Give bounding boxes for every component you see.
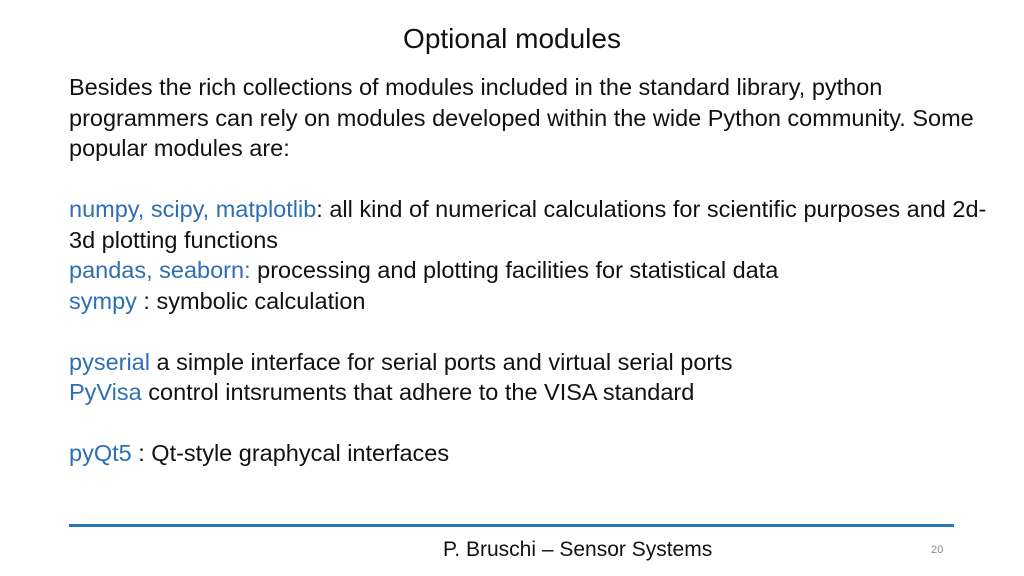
footer-rule: [69, 524, 954, 527]
module-description: control intsruments that adhere to the VISA standard: [141, 379, 695, 405]
paragraph-gap: [69, 164, 989, 195]
module-entry: [69, 438, 989, 469]
module-description: : symbolic calculation: [136, 287, 366, 314]
module-entry: [69, 347, 989, 378]
module-description: a simple interface for serial ports and virtual serial ports: [149, 348, 733, 375]
module-entry: [69, 194, 989, 255]
module-name: numpy, scipy, matplotlib: [69, 196, 317, 222]
module-description: : all kind of numerical calculations for scientific purposes and 2d-3d plotting functions: [69, 196, 987, 253]
module-name: pandas, seaborn:: [69, 257, 251, 283]
module-description: : Qt-style graphycal interfaces: [131, 440, 450, 466]
module-name: pyserial: [69, 348, 150, 375]
module-entry: [69, 255, 989, 286]
module-name: pyQt5: [69, 440, 132, 466]
footer-author: P. Bruschi – Sensor Systems: [443, 538, 713, 561]
slide-title: Optional modules: [403, 23, 621, 54]
intro-paragraph: Besides the rich collections of modules included in the standard library, python programmers can rely on modules developed within the wide Python community. Some popular modules are:: [69, 74, 974, 161]
paragraph-gap: [69, 316, 989, 347]
module-name: sympy: [69, 287, 137, 314]
module-entry: [69, 286, 989, 317]
page-number: 20: [931, 544, 944, 556]
module-description: processing and plotting facilities for statistical data: [250, 257, 779, 283]
slide-body: [69, 72, 989, 469]
paragraph-gap: [69, 408, 989, 439]
module-entry: [69, 377, 989, 408]
module-name: PyVisa: [69, 379, 142, 405]
